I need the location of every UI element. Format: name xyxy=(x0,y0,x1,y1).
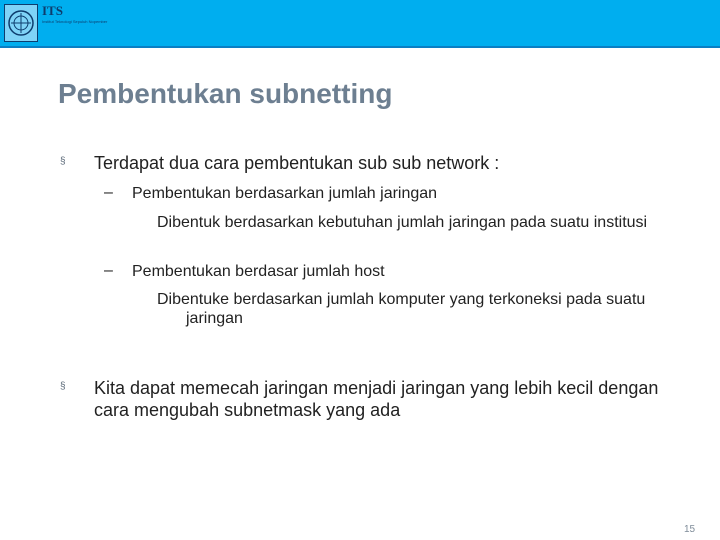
slide-title: Pembentukan subnetting xyxy=(58,78,393,109)
bullet-1-text: Terdapat dua cara pembentukan sub sub network : xyxy=(94,153,500,173)
bullet-marker-2: § xyxy=(60,381,66,392)
logo-wordmark: ITS xyxy=(42,3,63,18)
sub-dash-2: – xyxy=(104,262,113,279)
its-seal-icon xyxy=(4,4,38,42)
subitem-2-text: Pembentukan berdasar jumlah host xyxy=(132,263,385,280)
header-bar xyxy=(0,0,720,48)
bullet-2-text: Kita dapat memecah jaringan menjadi jaringan yang lebih kecil dengan cara mengubah subnetmask yang ada xyxy=(94,378,659,420)
page-number: 15 xyxy=(684,524,696,535)
sub-dash-1: – xyxy=(104,184,113,201)
bullet-marker-1: § xyxy=(60,156,66,167)
its-logo xyxy=(2,2,108,44)
subitem-1-text: Pembentukan berdasarkan jumlah jaringan xyxy=(132,185,438,202)
logo-subtext: Institut Teknologi Sepuluh Nopember xyxy=(42,19,108,24)
subitem-2-detail: Dibentuke berdasarkan jumlah komputer yang terkoneksi pada suatu jaringan xyxy=(157,291,646,327)
subitem-1-detail: Dibentuk berdasarkan kebutuhan jumlah jaringan pada suatu institusi xyxy=(157,214,648,231)
